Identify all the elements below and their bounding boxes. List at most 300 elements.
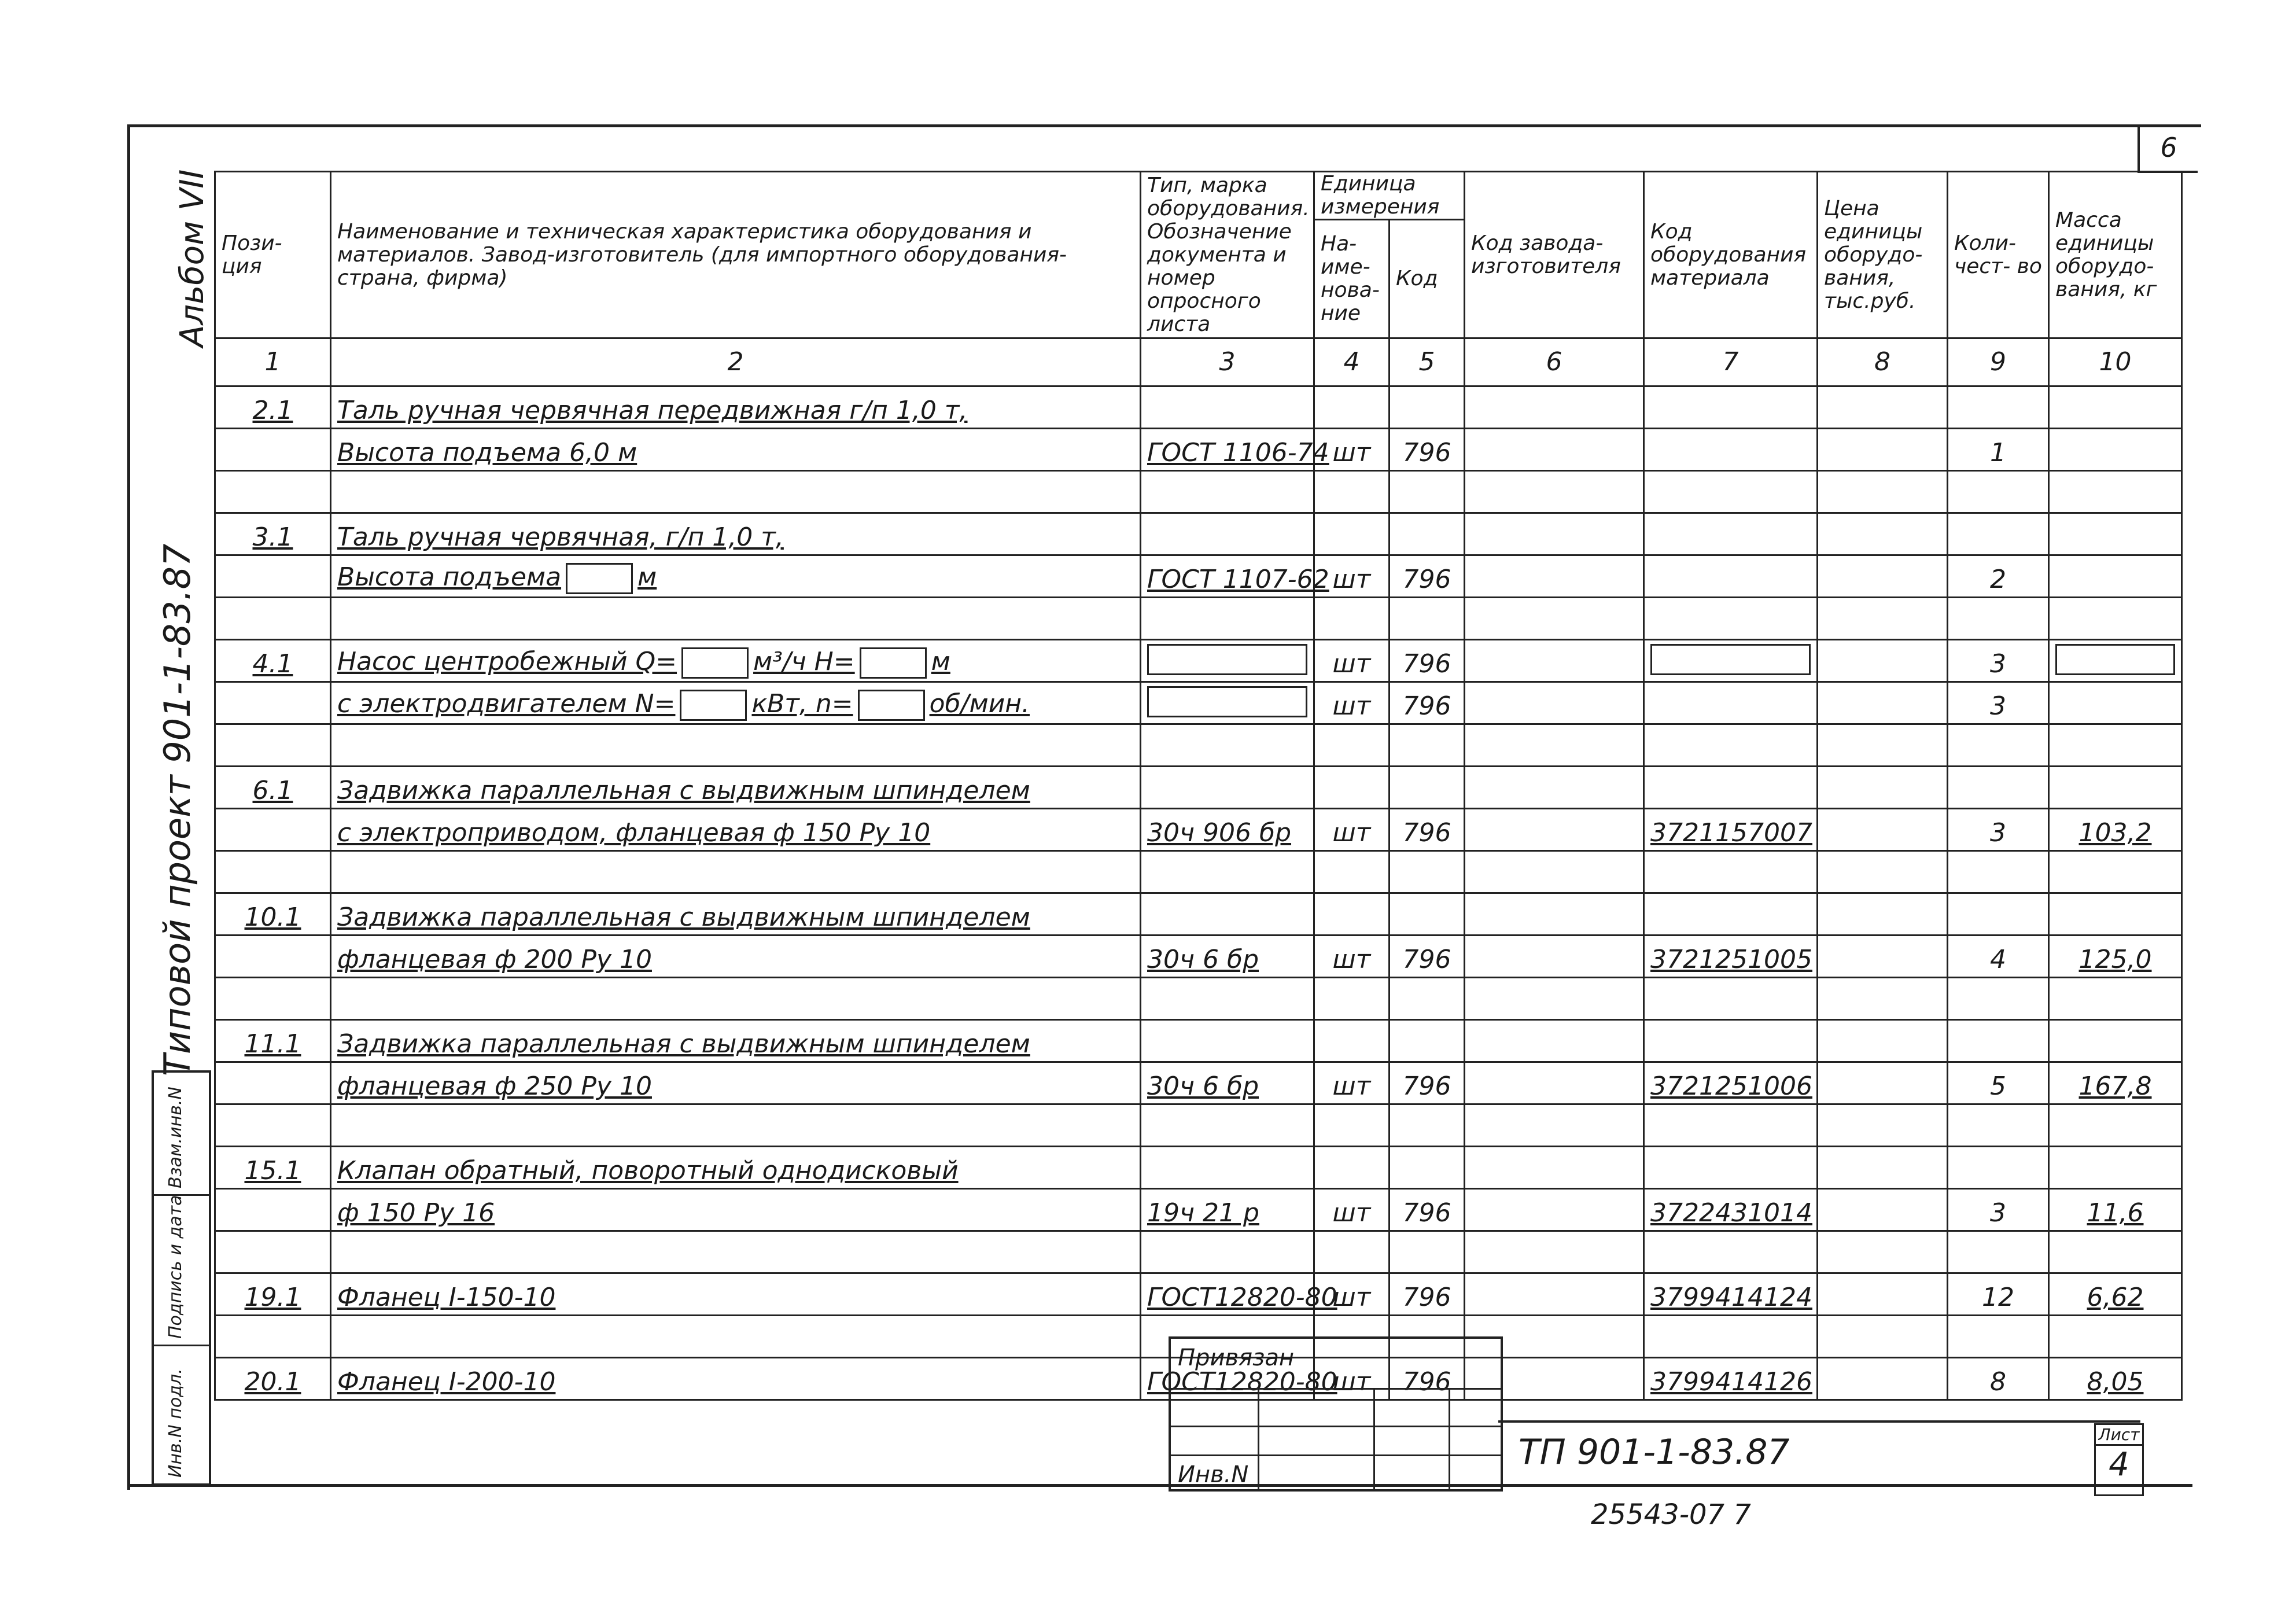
row-name-text: Таль ручная червячная, г/п 1,0 т, [337, 522, 784, 552]
blank-field [681, 647, 749, 679]
row-mass [2049, 767, 2182, 809]
row-position: 6.1 [215, 767, 331, 809]
row-maker-code [1465, 555, 1644, 598]
row-type [1141, 724, 1314, 767]
row-type [1141, 386, 1314, 429]
row-position [215, 936, 331, 978]
row-position [215, 1316, 331, 1358]
table-row [215, 555, 2182, 598]
row-mass: 11,6 [2049, 1189, 2182, 1231]
row-name [331, 1147, 1141, 1189]
row-type: 19ч 21 р [1141, 1189, 1314, 1231]
row-unit: шт [1314, 1062, 1390, 1104]
stamp-label-replace: Взам.инв.N [165, 1087, 186, 1188]
table-row [215, 1147, 2182, 1189]
row-price [1818, 1062, 1948, 1104]
row-unit: шт [1314, 1273, 1390, 1316]
row-maker-code [1465, 1062, 1644, 1104]
row-type [1141, 1104, 1314, 1147]
row-quantity [1948, 767, 2049, 809]
row-type: ГОСТ 1106-74 [1141, 429, 1314, 471]
attached-label: Привязан [1178, 1345, 1295, 1371]
row-unit-code: 796 [1390, 1189, 1465, 1231]
row-equip-code [1644, 513, 1818, 555]
row-mass: 6,62 [2049, 1273, 2182, 1316]
row-position [215, 429, 331, 471]
row-price [1818, 809, 1948, 851]
row-name-text: Фланец I-200-10 [337, 1367, 556, 1397]
row-type: 30ч 6 бр [1141, 1062, 1314, 1104]
row-name [331, 1104, 1141, 1147]
row-equip-code: 3721157007 [1644, 809, 1818, 851]
table-row [215, 429, 2182, 471]
title-block-rule [1498, 1420, 2140, 1423]
row-name [331, 598, 1141, 640]
row-maker-code [1465, 724, 1644, 767]
row-unit-code: 796 [1390, 1062, 1465, 1104]
row-equip-code [1644, 851, 1818, 893]
row-equip-code [1644, 724, 1818, 767]
row-unit-code [1390, 893, 1465, 936]
row-name-text: Задвижка параллельная с выдвижным шпинделем [337, 903, 1030, 932]
row-equip-code [1644, 767, 1818, 809]
row-type: ГОСТ12820-80 [1141, 1273, 1314, 1316]
row-name-text: Высота подъема [337, 562, 562, 592]
row-quantity [1948, 1316, 2049, 1358]
side-stamp [152, 1070, 211, 1486]
row-unit [1314, 851, 1390, 893]
header-unit-code: Код [1390, 220, 1465, 338]
row-price [1818, 598, 1948, 640]
row-equip-code [1644, 429, 1818, 471]
row-price [1818, 1316, 1948, 1358]
row-mass [2049, 429, 2182, 471]
col-num-7: 7 [1644, 338, 1818, 386]
row-equip-code [1644, 1104, 1818, 1147]
sheet-corner-number: 6 [2137, 124, 2198, 173]
row-position: 19.1 [215, 1273, 331, 1316]
row-name-text: Клапан обратный, поворотный однодисковый [337, 1156, 959, 1185]
row-name [331, 1020, 1141, 1062]
row-price [1818, 555, 1948, 598]
row-unit-code [1390, 1104, 1465, 1147]
row-quantity: 12 [1948, 1273, 2049, 1316]
stamp-label-inv: Инв.N подл. [165, 1368, 186, 1478]
row-maker-code [1465, 682, 1644, 724]
row-unit-code [1390, 724, 1465, 767]
row-position [215, 1231, 331, 1273]
row-mass [2049, 513, 2182, 555]
row-name [331, 513, 1141, 555]
header-quantity: Коли- чест- во [1948, 172, 2049, 338]
row-unit-code: 796 [1390, 682, 1465, 724]
row-maker-code [1465, 978, 1644, 1020]
blank-field [860, 647, 927, 679]
row-unit [1314, 1231, 1390, 1273]
sheet-number: 4 [2109, 1446, 2129, 1483]
row-mass [2049, 471, 2182, 513]
row-unit-code: 796 [1390, 1358, 1465, 1400]
row-mass [2049, 640, 2182, 682]
row-name-text: Задвижка параллельная с выдвижным шпинделем [337, 776, 1030, 805]
row-price [1818, 386, 1948, 429]
row-name-text: Насос центробежный Q= [337, 647, 677, 676]
row-unit [1314, 767, 1390, 809]
row-unit: шт [1314, 1189, 1390, 1231]
row-type [1141, 598, 1314, 640]
row-maker-code [1465, 471, 1644, 513]
row-equip-code [1644, 1020, 1818, 1062]
row-name [331, 429, 1141, 471]
row-quantity: 1 [1948, 429, 2049, 471]
row-price [1818, 893, 1948, 936]
row-name-tail: м [637, 562, 657, 592]
row-name [331, 1189, 1141, 1231]
row-price [1818, 1147, 1948, 1189]
row-unit [1314, 1020, 1390, 1062]
row-unit [1314, 893, 1390, 936]
row-price [1818, 1104, 1948, 1147]
row-type [1141, 513, 1314, 555]
header-price: Цена единицы оборудо- вания, тыс.руб. [1818, 172, 1948, 338]
row-position [215, 724, 331, 767]
row-price [1818, 471, 1948, 513]
row-name-text: фланцевая ф 250 Ру 10 [337, 1071, 652, 1101]
row-unit [1314, 471, 1390, 513]
equipment-table [214, 171, 2183, 1401]
row-position [215, 555, 331, 598]
row-unit-code: 796 [1390, 936, 1465, 978]
row-position [215, 1062, 331, 1104]
row-price [1818, 936, 1948, 978]
row-name-text: Задвижка параллельная с выдвижным шпинделем [337, 1029, 1030, 1059]
table-row [215, 809, 2182, 851]
row-unit: шт [1314, 682, 1390, 724]
row-position [215, 978, 331, 1020]
row-position: 15.1 [215, 1147, 331, 1189]
row-mass: 167,8 [2049, 1062, 2182, 1104]
row-price [1818, 767, 1948, 809]
row-name [331, 1062, 1141, 1104]
row-mass: 125,0 [2049, 936, 2182, 978]
row-unit: шт [1314, 429, 1390, 471]
row-unit-code [1390, 471, 1465, 513]
row-quantity [1948, 893, 2049, 936]
row-name [331, 640, 1141, 682]
row-unit [1314, 1147, 1390, 1189]
row-equip-code [1644, 682, 1818, 724]
sheet-box [2094, 1423, 2144, 1496]
row-unit [1314, 386, 1390, 429]
row-unit-code [1390, 1231, 1465, 1273]
row-equip-code: 3799414126 [1644, 1358, 1818, 1400]
blank-field [1147, 644, 1307, 675]
row-quantity [1948, 851, 2049, 893]
row-name [331, 1358, 1141, 1400]
row-unit-code: 796 [1390, 640, 1465, 682]
row-maker-code [1465, 767, 1644, 809]
row-mass [2049, 555, 2182, 598]
row-unit: шт [1314, 809, 1390, 851]
row-name [331, 767, 1141, 809]
row-name [331, 1316, 1141, 1358]
row-type [1141, 471, 1314, 513]
table-row [215, 893, 2182, 936]
row-price [1818, 1189, 1948, 1231]
header-type: Тип, марка оборудования. Обозначение документа и номер опросного листа [1141, 172, 1314, 338]
row-position [215, 682, 331, 724]
row-maker-code [1465, 1273, 1644, 1316]
row-name-text: фланцевая ф 200 Ру 10 [337, 945, 652, 974]
row-unit-code [1390, 851, 1465, 893]
row-type [1141, 767, 1314, 809]
row-equip-code [1644, 1316, 1818, 1358]
row-name [331, 936, 1141, 978]
row-mass [2049, 1316, 2182, 1358]
table-row [215, 682, 2182, 724]
row-equip-code [1644, 471, 1818, 513]
row-quantity [1948, 1104, 2049, 1147]
side-album-label: Альбом VII [174, 169, 211, 347]
row-unit-code: 796 [1390, 809, 1465, 851]
row-name [331, 1231, 1141, 1273]
row-quantity [1948, 1231, 2049, 1273]
row-unit: шт [1314, 936, 1390, 978]
row-equip-code [1644, 598, 1818, 640]
row-equip-code: 3799414124 [1644, 1273, 1818, 1316]
blank-field [858, 690, 925, 721]
col-num-1: 1 [215, 338, 331, 386]
row-maker-code [1465, 429, 1644, 471]
row-quantity [1948, 978, 2049, 1020]
row-name-text: Фланец I-150-10 [337, 1283, 556, 1312]
row-unit: шт [1314, 555, 1390, 598]
row-equip-code [1644, 1147, 1818, 1189]
row-equip-code: 3721251006 [1644, 1062, 1818, 1104]
row-quantity: 3 [1948, 1189, 2049, 1231]
blank-field [566, 563, 633, 594]
row-name [331, 724, 1141, 767]
row-maker-code [1465, 640, 1644, 682]
row-maker-code [1465, 1189, 1644, 1231]
frame-bottom-rule [127, 1484, 2192, 1487]
row-price [1818, 724, 1948, 767]
row-type [1141, 851, 1314, 893]
row-price [1818, 429, 1948, 471]
header-name: Наименование и техническая характеристика оборудования и материалов. Завод-изготовитель (для импортного оборудования- страна, фирма) [331, 172, 1141, 338]
row-mass: 8,05 [2049, 1358, 2182, 1400]
table-row [215, 513, 2182, 555]
row-name [331, 555, 1141, 598]
row-price [1818, 513, 1948, 555]
row-quantity [1948, 724, 2049, 767]
side-project-label: Типовой проект 901-1-83.87 [156, 543, 198, 1076]
row-price [1818, 1358, 1948, 1400]
row-unit [1314, 724, 1390, 767]
row-position [215, 851, 331, 893]
row-unit-code [1390, 386, 1465, 429]
row-name [331, 893, 1141, 936]
row-name [331, 682, 1141, 724]
table-row [215, 1020, 2182, 1062]
row-name-text: Высота подъема 6,0 м [337, 438, 637, 467]
row-quantity [1948, 1020, 2049, 1062]
inv-label: Инв.N [1178, 1461, 1249, 1488]
row-mass [2049, 1147, 2182, 1189]
col-num-4: 4 [1314, 338, 1390, 386]
row-maker-code [1465, 893, 1644, 936]
table-row [215, 598, 2182, 640]
table-row [215, 936, 2182, 978]
row-maker-code [1465, 1231, 1644, 1273]
row-unit-code [1390, 1020, 1465, 1062]
row-quantity: 3 [1948, 640, 2049, 682]
table-row [215, 640, 2182, 682]
row-position [215, 1104, 331, 1147]
row-maker-code [1465, 936, 1644, 978]
table-row [215, 1062, 2182, 1104]
row-equip-code [1644, 386, 1818, 429]
row-position [215, 809, 331, 851]
row-mass [2049, 851, 2182, 893]
table-row [215, 1273, 2182, 1316]
row-name-text: ф 150 Ру 16 [337, 1198, 495, 1228]
row-quantity [1948, 598, 2049, 640]
row-price [1818, 682, 1948, 724]
row-quantity: 5 [1948, 1062, 2049, 1104]
row-price [1818, 851, 1948, 893]
row-price [1818, 640, 1948, 682]
row-equip-code: 3722431014 [1644, 1189, 1818, 1231]
row-quantity [1948, 386, 2049, 429]
row-type [1141, 1147, 1314, 1189]
row-type [1141, 682, 1314, 724]
row-position: 4.1 [215, 640, 331, 682]
row-name-text: с электродвигателем N= [337, 689, 676, 719]
row-unit [1314, 513, 1390, 555]
row-maker-code [1465, 1020, 1644, 1062]
row-unit-code [1390, 513, 1465, 555]
row-unit-code [1390, 767, 1465, 809]
row-name [331, 386, 1141, 429]
row-name-text: с электроприводом, фланцевая ф 150 Ру 10 [337, 818, 931, 848]
row-unit: шт [1314, 1358, 1390, 1400]
row-type: ГОСТ 1107-62 [1141, 555, 1314, 598]
table-row [215, 978, 2182, 1020]
blank-field [1650, 644, 1811, 675]
row-type: ГОСТ12820-80 [1141, 1358, 1314, 1400]
row-name [331, 1273, 1141, 1316]
row-mass [2049, 893, 2182, 936]
row-price [1818, 1020, 1948, 1062]
row-maker-code [1465, 598, 1644, 640]
row-mass [2049, 1231, 2182, 1273]
row-price [1818, 1273, 1948, 1316]
row-quantity: 3 [1948, 682, 2049, 724]
row-name-text: Таль ручная червячная передвижная г/п 1,0 т, [337, 396, 968, 425]
col-num-6: 6 [1465, 338, 1644, 386]
row-mass [2049, 1020, 2182, 1062]
row-unit-code [1390, 1147, 1465, 1189]
row-mass [2049, 724, 2182, 767]
row-mass [2049, 598, 2182, 640]
row-position [215, 598, 331, 640]
table-row [215, 1104, 2182, 1147]
doc-code: ТП 901-1-83.87 [1519, 1432, 1790, 1472]
row-equip-code [1644, 555, 1818, 598]
row-type [1141, 893, 1314, 936]
row-unit-code [1390, 978, 1465, 1020]
row-type: 30ч 906 бр [1141, 809, 1314, 851]
col-num-3: 3 [1141, 338, 1314, 386]
col-num-2: 2 [331, 338, 1141, 386]
row-name-tail: об/мин. [929, 689, 1030, 719]
row-name [331, 809, 1141, 851]
row-type [1141, 1020, 1314, 1062]
row-price [1818, 1231, 1948, 1273]
row-maker-code [1465, 1147, 1644, 1189]
row-position [215, 1189, 331, 1231]
row-equip-code [1644, 640, 1818, 682]
row-type [1141, 640, 1314, 682]
header-mass: Масса единицы оборудо- вания, кг [2049, 172, 2182, 338]
row-name [331, 471, 1141, 513]
row-quantity [1948, 513, 2049, 555]
header-maker-code: Код завода- изготовителя [1465, 172, 1644, 338]
footer-code: 25543-07 7 [1591, 1498, 1751, 1531]
row-unit-code: 796 [1390, 1273, 1465, 1316]
row-mass [2049, 386, 2182, 429]
header-unit-group: Единица измерения [1314, 172, 1465, 220]
row-position: 20.1 [215, 1358, 331, 1400]
row-equip-code: 3721251005 [1644, 936, 1818, 978]
row-unit [1314, 1104, 1390, 1147]
row-mass: 103,2 [2049, 809, 2182, 851]
row-type [1141, 978, 1314, 1020]
col-num-8: 8 [1818, 338, 1948, 386]
row-price [1818, 978, 1948, 1020]
row-maker-code [1465, 1104, 1644, 1147]
row-mass [2049, 682, 2182, 724]
row-quantity: 2 [1948, 555, 2049, 598]
row-unit-code: 796 [1390, 429, 1465, 471]
stamp-label-signature: Подпись и дата [165, 1195, 186, 1339]
row-type: 30ч 6 бр [1141, 936, 1314, 978]
blank-field [1147, 686, 1307, 717]
row-equip-code [1644, 893, 1818, 936]
table-row [215, 1231, 2182, 1273]
row-position: 2.1 [215, 386, 331, 429]
col-num-10: 10 [2049, 338, 2182, 386]
table-row [215, 1189, 2182, 1231]
header-position: Пози- ция [215, 172, 331, 338]
table-row [215, 767, 2182, 809]
row-maker-code [1465, 513, 1644, 555]
row-unit [1314, 598, 1390, 640]
row-quantity [1948, 471, 2049, 513]
table-row [215, 851, 2182, 893]
row-quantity [1948, 1147, 2049, 1189]
row-unit-code: 796 [1390, 555, 1465, 598]
row-unit-code [1390, 598, 1465, 640]
row-mass [2049, 1104, 2182, 1147]
table-row [215, 471, 2182, 513]
row-unit [1314, 978, 1390, 1020]
blank-field [2055, 644, 2175, 675]
row-type [1141, 1231, 1314, 1273]
row-maker-code [1465, 851, 1644, 893]
table-row [215, 386, 2182, 429]
